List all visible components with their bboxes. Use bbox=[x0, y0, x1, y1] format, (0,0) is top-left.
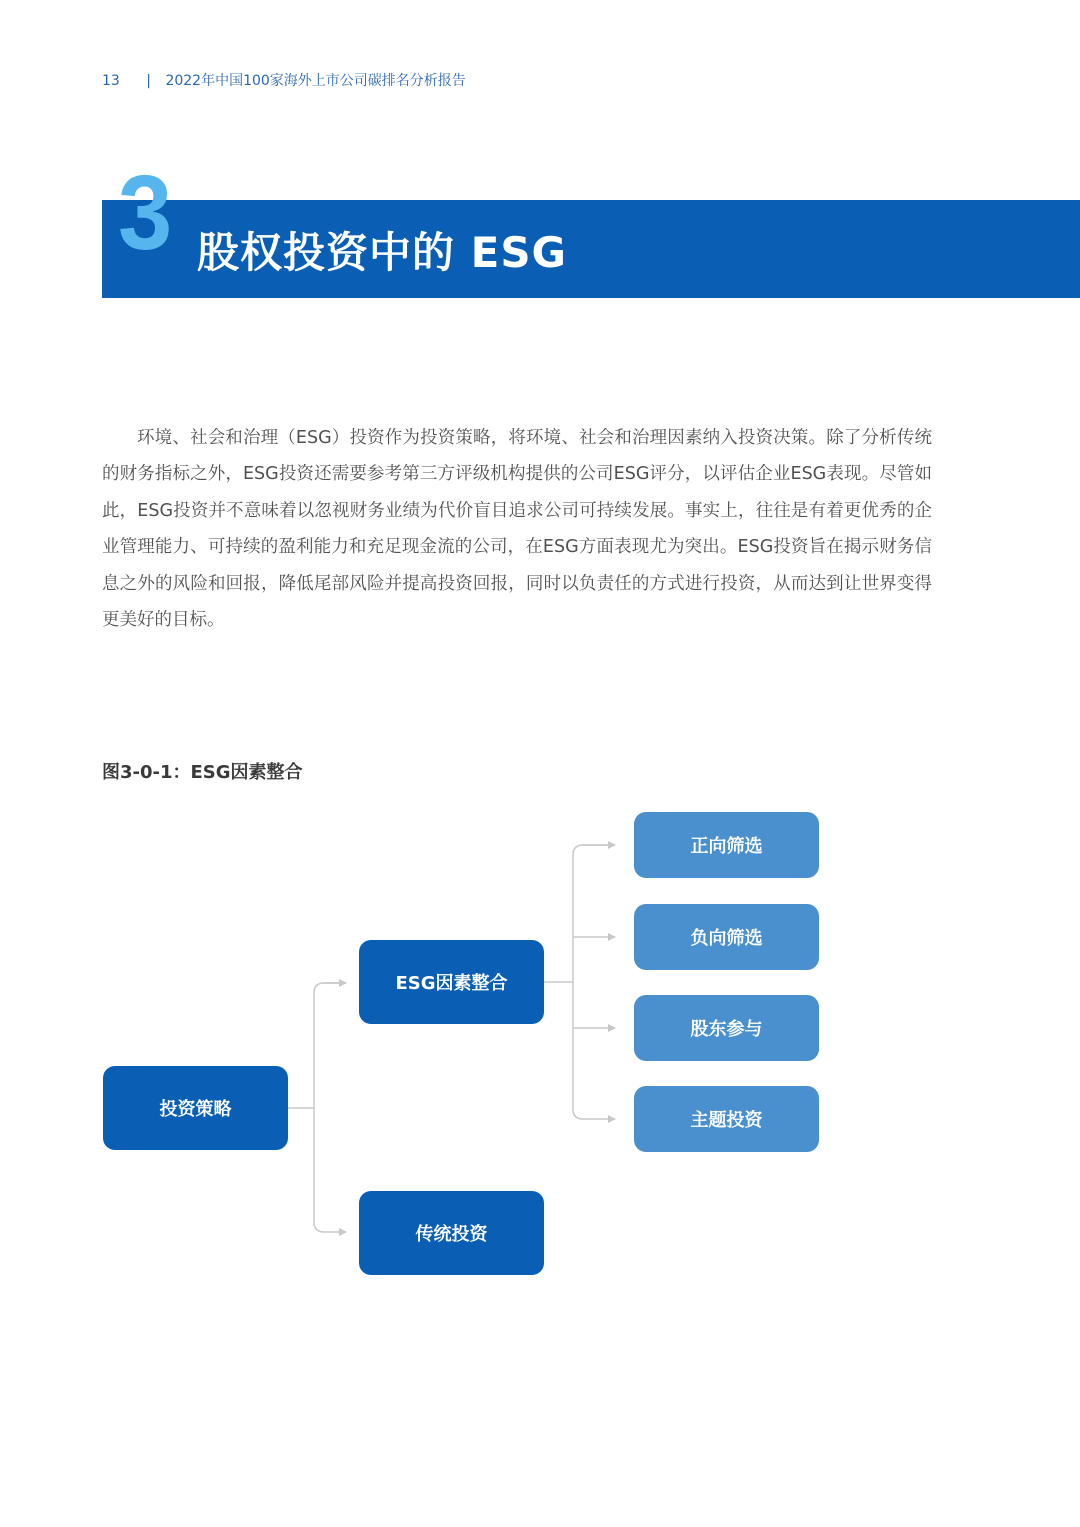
report-title: 2022年中国100家海外上市公司碳排名分析报告 bbox=[165, 73, 466, 89]
connector-esg-spine bbox=[573, 845, 615, 1119]
connector-root-to-esg bbox=[314, 983, 346, 1232]
node-thematic-investing: 主题投资 bbox=[634, 1086, 819, 1152]
node-investment-strategy: 投资策略 bbox=[103, 1066, 288, 1150]
node-traditional-investment: 传统投资 bbox=[359, 1191, 544, 1275]
page-number: 13 bbox=[102, 73, 120, 89]
figure-caption: 图3-0-1：ESG因素整合 bbox=[102, 762, 303, 783]
node-esg-integration: ESG因素整合 bbox=[359, 940, 544, 1024]
chapter-title: 股权投资中的 ESG bbox=[197, 228, 568, 277]
header-separator: | bbox=[146, 73, 151, 89]
chapter-number: 3 bbox=[118, 154, 173, 272]
node-negative-screening: 负向筛选 bbox=[634, 904, 819, 970]
intro-paragraph: 环境、社会和治理（ESG）投资作为投资策略，将环境、社会和治理因素纳入投资决策。除了分析传统的财务指标之外，ESG投资还需要参考第三方评级机构提供的公司ESG评分，以评估企业ESG表现。尽管如此，ESG投资并不意味着以忽视财务业绩为代价盲目追求公司可持续发展。事实上，往往是有着更优秀的企业管理能力、可持续的盈利能力和充足现金流的公司，在ESG方面表现尤为突出。ESG投资旨在揭示财务信息之外的风险和回报，降低尾部风险并提高投资回报，同时以负责任的方式进行投资，从而达到让世界变得更美好的目标。 bbox=[102, 428, 932, 631]
node-shareholder-engagement: 股东参与 bbox=[634, 995, 819, 1061]
node-positive-screening: 正向筛选 bbox=[634, 812, 819, 878]
